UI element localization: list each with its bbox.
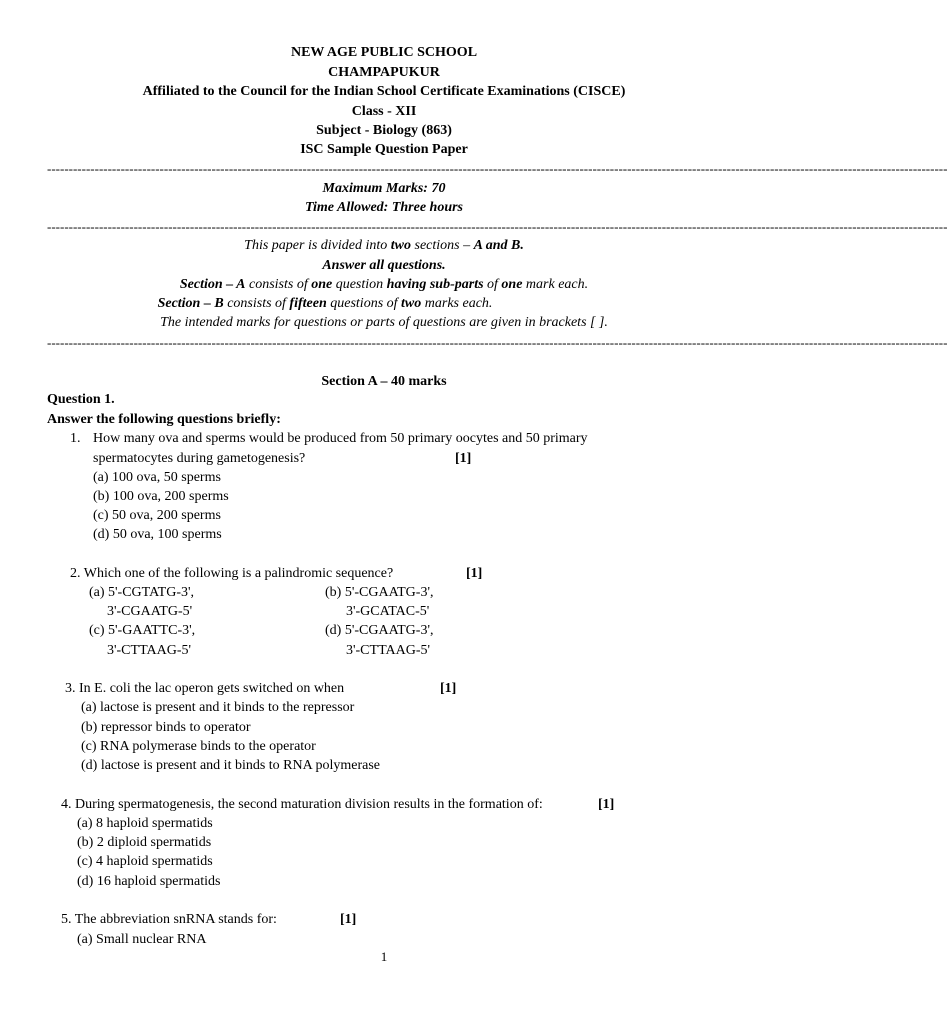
instruction-2: Answer all questions. — [322, 258, 446, 273]
q2-option-b-line1: (b) 5'-CGAATG-3', — [325, 585, 434, 600]
q1-option-b: (b) 100 ova, 200 sperms — [93, 489, 229, 504]
q1-text-line2: spermatocytes during gametogenesis? — [93, 451, 306, 466]
q1-option-a: (a) 100 ova, 50 sperms — [93, 470, 221, 485]
max-marks: Maximum Marks: 70 — [322, 181, 446, 196]
q3-option-b: (b) repressor binds to operator — [81, 720, 251, 735]
q4-text: 4. During spermatogenesis, the second maturation division results in the formation of: — [61, 797, 543, 812]
q2-option-c-line1: (c) 5'-GAATTC-3', — [89, 623, 196, 638]
section-title: Section A – 40 marks — [321, 374, 447, 389]
class-label: Class - XII — [351, 104, 417, 119]
q3-option-a: (a) lactose is present and it binds to the repressor — [81, 700, 355, 715]
q4-mark: [1] — [598, 797, 615, 812]
q5-mark: [1] — [340, 912, 357, 927]
divider-3: ---------------------------------------------------------------------------------------------------------------------------------------------------------------------------------------------------------------- — [47, 335, 947, 350]
q2-mark: [1] — [466, 566, 483, 581]
school-place: CHAMPAPUKUR — [328, 65, 440, 80]
question-instruction: Answer the following questions briefly: — [47, 412, 281, 427]
divider-2: ---------------------------------------------------------------------------------------------------------------------------------------------------------------------------------------------------------------- — [47, 219, 947, 234]
q3-mark: [1] — [440, 681, 457, 696]
q2-option-a-line1: (a) 5'-CGTATG-3', — [89, 585, 195, 600]
q1-number: 1. — [70, 431, 81, 446]
school-name: NEW AGE PUBLIC SCHOOL — [290, 45, 478, 60]
q1-option-c: (c) 50 ova, 200 sperms — [93, 508, 221, 523]
q2-option-b-line2: 3'-GCATAC-5' — [346, 604, 430, 619]
instruction-3: Section – A consists of one question having sub-parts of one mark each. — [179, 277, 589, 292]
affiliation: Affiliated to the Council for the Indian School Certificate Examinations (CISCE) — [142, 84, 626, 99]
q4-option-d: (d) 16 haploid spermatids — [77, 874, 221, 889]
divider-1: ---------------------------------------------------------------------------------------------------------------------------------------------------------------------------------------------------------------- — [47, 161, 947, 176]
q2-option-d-line2: 3'-CTTAAG-5' — [346, 643, 431, 658]
q2-option-d-line1: (d) 5'-CGAATG-3', — [325, 623, 434, 638]
paper-title: ISC Sample Question Paper — [300, 142, 468, 157]
q5-text: 5. The abbreviation snRNA stands for: — [61, 912, 277, 927]
page-number: 1 — [380, 949, 388, 964]
q3-text: 3. In E. coli the lac operon gets switched on when — [65, 681, 345, 696]
q5-option-a: (a) Small nuclear RNA — [77, 932, 207, 947]
q4-option-c: (c) 4 haploid spermatids — [77, 854, 213, 869]
instruction-1: This paper is divided into two sections – A and B. — [244, 238, 524, 253]
q2-text: 2. Which one of the following is a palindromic sequence? — [70, 566, 394, 581]
q1-mark: [1] — [455, 451, 472, 466]
q2-option-a-line2: 3'-CGAATG-5' — [107, 604, 193, 619]
q4-option-a: (a) 8 haploid spermatids — [77, 816, 213, 831]
q4-option-b: (b) 2 diploid spermatids — [77, 835, 212, 850]
instruction-4: Section – B consists of fifteen questions of two marks each. — [157, 296, 493, 311]
q3-option-c: (c) RNA polymerase binds to the operator — [81, 739, 316, 754]
time-allowed: Time Allowed: Three hours — [304, 200, 464, 215]
question-label: Question 1. — [47, 392, 115, 407]
q1-text-line1: How many ova and sperms would be produced from 50 primary oocytes and 50 primary — [93, 431, 588, 446]
q3-option-d: (d) lactose is present and it binds to RNA polymerase — [81, 758, 380, 773]
q1-option-d: (d) 50 ova, 100 sperms — [93, 527, 222, 542]
subject-label: Subject - Biology (863) — [316, 123, 452, 138]
q2-option-c-line2: 3'-CTTAAG-5' — [107, 643, 192, 658]
instruction-5: The intended marks for questions or parts of questions are given in brackets [ ]. — [160, 315, 608, 330]
